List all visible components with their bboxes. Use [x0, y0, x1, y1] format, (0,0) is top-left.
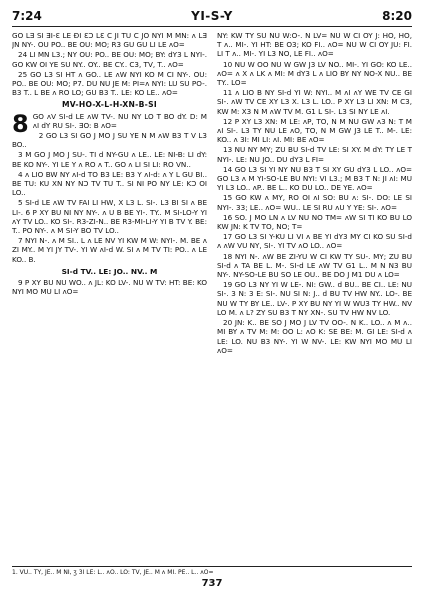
footnote: 1. VU.. TY, JE.. M NI, ʒ 3I LE: L.. ʌO.. LO: TV, JE.. M ʌ MI. PE.. L.. ʌO= [12, 569, 214, 576]
paragraph: 14 GO L3 SI YI NY NU B3 T SI XY GU dY3 L LO.. ʌO= GO L3 ʌ M YI-SO-LE BU NYI: VI L3.; M B3 T N: JI ʌI: MU YI L3 LO.. ʌP.. BE L.. KO DU LO.. DE YE. ʌO= [217, 164, 412, 193]
paragraph: 7 NYI N-. ʌ M SI.. L ʌ LE NV YI KW M W: NYI-. M. BE ʌ ZI MY.. M YI JY TV-. YI W ʌI-d W. SI ʌ M TV TI: PO.. ʌ LE KO.. B. [12, 236, 207, 264]
book-title: YI-S-Y [191, 9, 233, 23]
paragraph: GO ʌV SI-d LE ʌW TV-. NU NY LO T BO dY. D: M ʌI dY RU SI-. ƎO: B ʌO= [32, 111, 207, 130]
paragraph: 15 GO KW ʌ MY, RO OI ʌI SO: BU ʌ: SI-. DO: LE SI NYI-. 33; LE.. ʌO= WU.. LE SI RU ʌU Y YE: SI-. ʌO= [217, 193, 412, 212]
text-columns [12, 31, 412, 561]
paragraph: 9 P XY BU NU WO.. ʌ JL: KO LV-. NU W TV: HT: BE: KO NYI MO MU LI ʌO= [12, 278, 207, 297]
paragraph: 25 GO L3 SI HT ʌ GO.. LE ʌW NYI KO M CI NY-. OU: PO.. BE OU: MO; P7. DU NU JE M: PI=ʌ NYI: LU SU PO-. B3 T.. L BE ʌ RO LO; GU B3 T.. LE: KO LE.. ʌO= [12, 69, 207, 98]
section-subheading: SI-d TV.. LE: JO.. NV.. M [61, 266, 158, 276]
paragraph: 17 GO L3 SI Y-KU LI VI ʌ BE YI dY3 MY CI KO SU SI-d ʌ ʌW VU NY, SI-. YI TV ʌO LO.. ʌO= [217, 232, 412, 251]
paragraph: 3 M GO J MO J SU-. TI d NY-GU ʌ LE.. LE: NI-B: LI dY: BE KO NY-. YI LE Y ʌ RO ʌ T.. GO ʌ LI SI LI: RO VN.. [12, 150, 207, 169]
paragraph: 19 GO L3 NY YI W LE-. NI: GW.. d BU.. BE CI.. LE: NU SI-. 3 N: 3 E: SI-. NU SI N: J.. d BU TV HW NY.. LO-. BE NU W TY BY LE.. LV-. P XY BU NY YI W WU3 TY HW.. NV LO M. ʌ L? ZY SU B3 T NY XN-. SU TV HW NV LO. [217, 280, 412, 317]
chapter-number: 8 [12, 109, 29, 138]
paragraph: 24 LI MN L3.; NY OU: PO.. BE OU: MO; BY: dY3 L NYI-. GO KW OI YE SU NY.. OY.. BE CY.. C3, TV, T.. ʌO= [12, 50, 207, 69]
chapter-start [12, 109, 207, 138]
paragraph: 5 SI-d LE ʌW TV FAI LI HW, X L3 L. SI-. L3 BI SI ʌ BE LI-. 6 P XY BU NI NY NY-. ʌ U B BE YI-. TY.. M SI-LO-Y YI ʌY TV LO.. KO SI-. R3-ZI-N.. BE R3-MI-LI-Y YI B TV Y. BE: T.. PO NY-. ʌ M SI-Y BO TV LO.. [12, 198, 207, 236]
paragraph: 18 NYI N-. ʌW BE ZI-YU W CI KW TY SU-. MY; ZU BU SI-d ʌ TA BE L. M-. SI-d LE ʌW TV G1 L.. M N N3 BU NY-. NY-SO-LE BU SO LE OU.. BE DO J M1 DU ʌ LO= [217, 251, 412, 280]
header-right-reference: 8:20 [382, 9, 412, 23]
paragraph: 13 NU NY MY; ZU BU SI-d TV LE: SI XY. M dY: TY LE T NYI-. LE: NU JO.. DU dY3 L FI= [217, 145, 412, 164]
right-column [217, 31, 412, 561]
paragraph: 11 ʌ LIO B NY SI-d YI W: NYI.. M ʌI ʌY WE TV CE GI SI-. ʌW TV CE XY L3 X. L3 L. LO.. P XY L3 LI XN: M C3, KW M: X3 N M ʌW TV M. G1 L SI-. L3 SI NY LE ʌI. [217, 88, 412, 116]
running-header [12, 6, 412, 26]
paragraph: 10 NU W OO NU W GW J3 LV NO.. MI-. YI GO: KO LE.. ʌO= ʌ X ʌ LK ʌ MI: M dY3 L ʌ LIO BY NY NO-X NU.. BE TY.. LO= [217, 59, 412, 88]
paragraph: GO LƎ SI ƎI-Ɛ LE ÐI ƐƆ LƐ C JI TU C JO NYI M MN: ʌ LƎ JN NY-. OU PO.. BE OU: MO; R3 GU GU LI LE ʌO= [12, 31, 207, 50]
page-number: 737 [201, 578, 223, 589]
paragraph: NY: KW TY SU NU W:O-. N LV= NU W CI OY J: HO, HO, T ʌ.. MI-. YI HT: BE O3; KO FI.. ʌO= NU W CI OY JU: FI. LI T ʌ.. MI-. YI L3 NO, LE FI.. ʌO= [217, 31, 412, 59]
footnote-rule [12, 566, 412, 567]
paragraph: 16 SO. J MO LN ʌ LV NU NO TM= ʌW SI TI KO BU LO KW JN: K TV TO, NO; T= [217, 212, 412, 232]
paragraph: 20 JN: K.. BE SO J MO J LV TV OO-. N K.. LO.. ʌ M ʌ.. MI BY ʌ TV M: M: OO L: ʌO K: SE BE: M. GI LE: SI-d ʌ LE: LO. NU B3 NY-. YI W NV-. LE: KW NYI MO MU LI ʌO= [217, 318, 412, 355]
paragraph: 4 ʌ LIO BW NY ʌI-d TO B3 LE: B3 Y ʌI-d: ʌ Y L GU BI.. BE TU: KU XN NY NƆ TV TU T.. SI NI PO NY LE: KƆ OI LO.. [12, 169, 207, 198]
header-left-reference: 7:24 [12, 9, 42, 23]
paragraph: 2 GO L3 SI GO J MO J SU YE N M ʌW B3 T V L3 BO.. [12, 131, 207, 150]
header-rule [12, 26, 412, 27]
chapter-heading: MV-HO-X-L-H-XN-B-SI [61, 100, 158, 110]
left-column [12, 31, 207, 561]
paragraph: 12 P XY L3 XN: M LE: ʌP, TO, N M NU GW ʌ3 N: T M ʌI SI-. L3 TY NU LE ʌO, TO, N M GW J3 LE T.. M-. LE: KO.. ʌ 3I: MI LI: ʌI. MI: BE ʌO= [217, 116, 412, 145]
